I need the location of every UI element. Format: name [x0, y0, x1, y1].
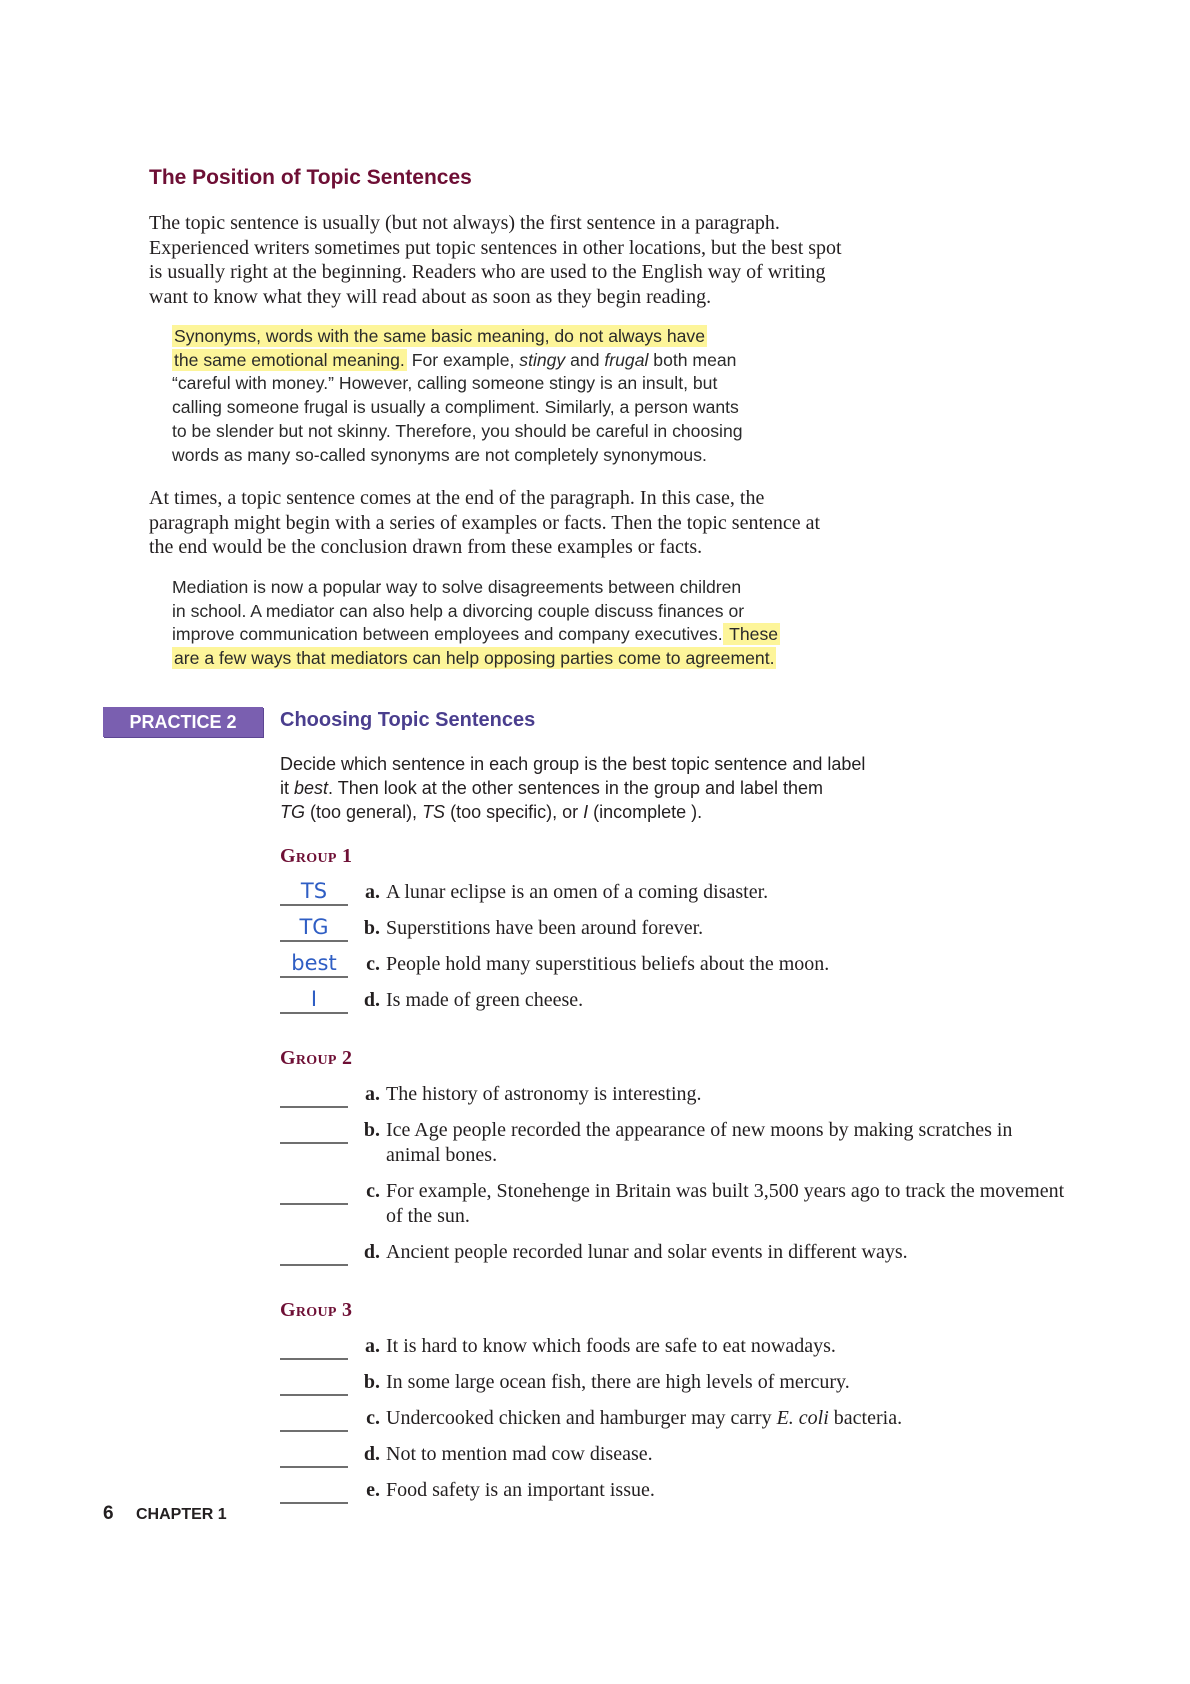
highlighted-topic-sentence: These	[724, 624, 779, 645]
text: For example,	[406, 349, 520, 370]
middle-line: the end would be the conclusion drawn from these examples or facts.	[149, 536, 703, 558]
italic-word: I	[583, 802, 589, 822]
text: both mean	[648, 349, 737, 370]
answer-blank[interactable]	[280, 1179, 348, 1205]
text: (too specific), or	[445, 802, 584, 822]
example-line: in school. A mediator can also help a divorcing couple discuss finances or	[172, 600, 745, 621]
answer-blank[interactable]	[280, 1118, 348, 1144]
instruction-line	[280, 800, 980, 824]
item-text: In some large ocean fish, there are high levels of mercury.	[386, 1371, 850, 1393]
answer-blank[interactable]	[280, 988, 348, 1014]
item-text: Food safety is an important issue.	[386, 1479, 655, 1501]
group-1-item-a	[280, 880, 768, 906]
item-letter: d.	[363, 1443, 380, 1465]
answer-blank[interactable]	[280, 880, 348, 906]
text: and	[565, 349, 605, 370]
answer-blank[interactable]	[280, 916, 348, 942]
answer-blank[interactable]	[280, 1240, 348, 1266]
italic-word: TG	[280, 802, 305, 822]
answer-blank[interactable]	[280, 1478, 348, 1504]
group-1-item-d	[280, 988, 583, 1014]
item-letter: e.	[366, 1479, 380, 1501]
item-letter: a.	[365, 881, 380, 903]
highlighted-topic-sentence: are a few ways that mediators can help opposing parties come to agreement.	[174, 648, 775, 669]
item-text: For example, Stonehenge in Britain was built 3,500 years ago to track the movement of the sun.	[386, 1180, 1065, 1227]
item-letter: a.	[365, 1335, 380, 1357]
group-2-item-b	[280, 1118, 1026, 1168]
example-line	[172, 647, 872, 671]
item-text: The history of astronomy is interesting.	[386, 1083, 702, 1105]
chapter-label: CHAPTER 1	[136, 1506, 227, 1523]
group-3-item-e	[280, 1478, 655, 1504]
text: (too general),	[305, 802, 423, 822]
item-letter: d.	[363, 989, 380, 1011]
text: (incomplete ).	[588, 802, 703, 822]
item-text: Is made of green cheese.	[386, 989, 584, 1011]
example-line: words as many so-called synonyms are not completely synonymous.	[172, 444, 707, 465]
intro-line: is usually right at the beginning. Readers who are used to the English way of writing	[149, 261, 826, 283]
group-3-heading: Group 3	[280, 1299, 353, 1321]
group-3-item-c	[280, 1406, 902, 1432]
middle-paragraph	[149, 486, 969, 560]
answer-blank[interactable]	[280, 1406, 348, 1432]
item-letter: b.	[363, 1371, 380, 1393]
example-line: calling someone frugal is usually a compliment. Similarly, a person wants	[172, 397, 739, 418]
group-2-item-a	[280, 1082, 702, 1108]
example-line	[172, 349, 852, 373]
item-text: Superstitions have been around forever.	[386, 917, 704, 939]
item-letter: b.	[363, 1119, 380, 1141]
example-mediation	[172, 576, 872, 671]
intro-line: want to know what they will read about as soon as they begin reading.	[149, 285, 712, 308]
answer-blank[interactable]	[280, 1442, 348, 1468]
handwritten-answer: TG	[299, 915, 329, 939]
handwritten-answer: best	[291, 951, 337, 975]
item-text: Ice Age people recorded the appearance of new moons by making scratches in animal bones.	[386, 1119, 1013, 1166]
text: bacteria.	[828, 1407, 903, 1429]
item-text: People hold many superstitious beliefs about the moon.	[386, 953, 830, 975]
example-line	[172, 325, 852, 349]
example-line: to be slender but not skinny. Therefore, you should be careful in choosing	[172, 420, 743, 441]
text: . Then look at the other sentences in the group and label them	[328, 778, 824, 798]
practice-instructions	[280, 752, 980, 824]
italic-word: best	[294, 778, 329, 798]
intro-line: The topic sentence is usually (but not always) the first sentence in a paragraph.	[149, 212, 780, 234]
intro-paragraph	[149, 211, 969, 309]
highlighted-topic-sentence: the same emotional meaning.	[174, 349, 405, 370]
item-letter: c.	[366, 953, 380, 975]
item-letter: d.	[363, 1241, 380, 1263]
item-letter: c.	[366, 1407, 380, 1429]
group-3-item-d	[280, 1442, 653, 1468]
italic-word: stingy	[519, 349, 566, 370]
text: Undercooked chicken and hamburger may carry	[386, 1407, 777, 1429]
example-line	[172, 623, 872, 647]
group-2-item-d	[280, 1240, 908, 1266]
answer-blank[interactable]	[280, 952, 348, 978]
item-text: It is hard to know which foods are safe to eat nowadays.	[386, 1335, 836, 1357]
practice-title: Choosing Topic Sentences	[280, 709, 536, 731]
text: improve communication between employees and company executives.	[172, 624, 723, 645]
item-text: A lunar eclipse is an omen of a coming disaster.	[386, 881, 769, 903]
answer-blank[interactable]	[280, 1082, 348, 1108]
handwritten-answer: I	[310, 987, 318, 1011]
item-letter: a.	[365, 1083, 380, 1105]
item-text	[386, 1406, 902, 1431]
page-number: 6	[103, 1503, 114, 1524]
group-1-item-b	[280, 916, 703, 942]
group-1-heading: Group 1	[280, 845, 353, 867]
instruction-line: Decide which sentence in each group is the best topic sentence and label	[280, 754, 866, 774]
middle-line: At times, a topic sentence comes at the end of the paragraph. In this case, the	[149, 487, 765, 509]
instruction-line	[280, 776, 980, 800]
italic-word: E. coli	[776, 1407, 829, 1429]
item-text: Ancient people recorded lunar and solar events in different ways.	[386, 1241, 908, 1263]
item-letter: b.	[363, 917, 380, 939]
example-line: “careful with money.” However, calling someone stingy is an insult, but	[172, 373, 718, 394]
example-synonyms	[172, 325, 852, 467]
italic-word: TS	[422, 802, 446, 822]
group-2-item-c	[280, 1179, 1066, 1229]
intro-line: Experienced writers sometimes put topic sentences in other locations, but the best spot	[149, 236, 842, 259]
group-3-item-a	[280, 1334, 836, 1360]
item-text: Not to mention mad cow disease.	[386, 1443, 653, 1465]
handwritten-answer: TS	[300, 879, 328, 903]
section-heading: The Position of Topic Sentences	[149, 166, 472, 189]
answer-blank[interactable]	[280, 1334, 348, 1360]
answer-blank[interactable]	[280, 1370, 348, 1396]
text: it	[280, 778, 295, 798]
highlighted-topic-sentence: Synonyms, words with the same basic meaning, do not always have	[174, 326, 706, 346]
group-1-item-c	[280, 952, 829, 978]
middle-line: paragraph might begin with a series of examples or facts. Then the topic sentence at	[149, 511, 821, 534]
italic-word: frugal	[604, 349, 649, 370]
group-2-heading: Group 2	[280, 1047, 353, 1069]
example-line: Mediation is now a popular way to solve disagreements between children	[172, 577, 742, 597]
group-3-item-b	[280, 1370, 850, 1396]
practice-badge: PRACTICE 2	[103, 707, 263, 737]
item-letter: c.	[366, 1180, 380, 1202]
